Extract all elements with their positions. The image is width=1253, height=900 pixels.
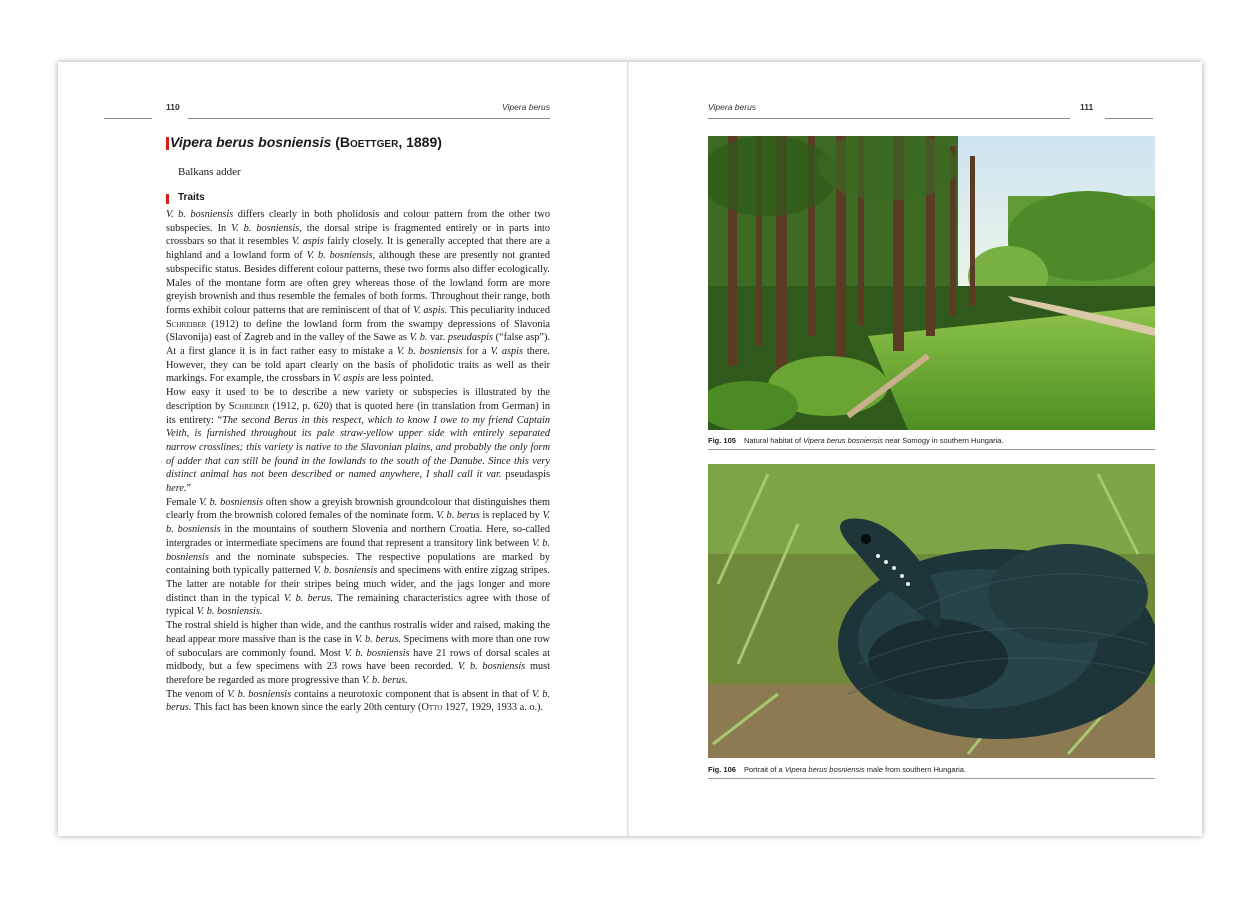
black-adder-photo	[708, 464, 1155, 758]
left-page	[58, 62, 628, 836]
common-name: Balkans adder	[178, 166, 241, 178]
figure-label: Fig. 106	[708, 765, 736, 774]
caption-rule	[708, 778, 1155, 779]
figure-caption-105	[708, 436, 1004, 445]
page-number: 111	[1080, 102, 1094, 112]
running-title: Vipera berus	[708, 102, 757, 112]
section-marker	[166, 194, 169, 204]
header-rule	[708, 118, 1070, 119]
header-rule	[188, 118, 550, 119]
gutter	[627, 62, 629, 836]
caption-text: male from southern Hungaria.	[864, 765, 967, 774]
right-page	[630, 62, 1202, 836]
caption-text: near Somogy in southern Hungaria.	[883, 436, 1004, 445]
header-rule-short	[1105, 118, 1153, 119]
page-number: 110	[166, 102, 180, 112]
species-name: Vipera berus bosniensis	[170, 134, 332, 150]
forest-habitat-photo	[708, 136, 1155, 430]
species-title	[170, 134, 442, 150]
caption-taxon: Vipera berus bosniensis	[784, 765, 865, 774]
section-heading: Traits	[178, 192, 205, 203]
figure-caption-106	[708, 765, 966, 774]
running-title: Vipera berus	[501, 102, 550, 112]
book-spread	[58, 62, 1202, 836]
caption-text: Natural habitat of	[743, 436, 804, 445]
caption-rule	[708, 449, 1155, 450]
title-marker	[166, 137, 169, 150]
caption-text: Portrait of a	[743, 765, 785, 774]
caption-taxon: Vipera berus bosniensis	[803, 436, 884, 445]
body-text: V. b. bosniensis differs clearly in both pholidosis and colour pattern from the other two subspecies. In V. b. bosniensis, the dorsal stripe is fragmented entirely or in parts into crossbars so that it resembles V. aspis fairly closely. It is generally accepted that there are a highland and a lowland form of V. b. bosniensis, although these are presently not granted subspecific status. Besides different colour patterns, these two forms also differ ecologically. Males of the montane form are often grey whereas those of the lowland form are more greyish brownish and thus resemble the females of both forms. Throughout their range, both forms exhibit colour patterns that are reminiscent of that of V. aspis. This peculiarity induced Schreiber (1912) to define the lowland form from the swampy depressions of Slavonia (Slavonija) east of Zagreb and in the valley of the Sawe as V. b. var. pseudaspis (“false asp”). At a first glance it is in fact rather easy to mistake a V. b. bosniensis for a V. aspis there. However, they can be told apart clearly on the basis of pholidotic traits as well as their markings. For example, the crossbars in V. aspis are less pointed. How easy it used to be to describe a new variety or subspecies is illustrated by the description by Schreiber (1912, p. 620) that is quoted here (in translation from German) in its entirety: “The second Berus in this respect, which to know I owe to my friend Captain Veith, is furnished throughout its pale straw-yellow upper side with entirely separated narrow crosslines; this variety is native to the Slavonian plains, and probably the only form of adder that can still be found in the lowlands to the south of the Danube. Since this very distinct animal has not been described or named anywhere, I shall call it var. pseudaspis here.” Female V. b. bosniensis often show a greyish brownish groundcolour that distinguishes them clearly from the brownish colored females of the nominate form. V. b. berus is replaced by V. b. bosniensis in the mountains of southern Slovenia and northern Croatia. Here, so-called intergrades or intermediate specimens are found that represent a transitory link between V. b. bosniensis and the nominate subspecies. The respective populations are marked by containing both typically patterned V. b. bosniensis and specimens with entire zigzag stripes. The latter are notable for their stripes being much wider, and the jags longer and more distinct than in the typical V. b. berus. The remaining characteristics agree with those of typical V. b. bosniensis. The rostral shield is higher than wide, and the canthus rostralis wider and raised, making the head appear more massive than is the case in V. b. berus. Specimens with more than one row of suboculars are commonly found. Most V. b. bosniensis have 21 rows of dorsal scales at midbody, but a few specimens with 23 rows have been recorded. V. b. bosniensis must therefore be regarded as more progressive than V. b. berus. The venom of V. b. bosniensis contains a neurotoxic component that is absent in that of V. b. berus. This fact has been known since the early 20th century (Otto 1927, 1929, 1933 a. o.).	[166, 209, 551, 714]
figure-label: Fig. 105	[708, 436, 736, 445]
header-rule-short	[104, 118, 152, 119]
species-authority: (Boettger, 1889)	[335, 134, 442, 150]
